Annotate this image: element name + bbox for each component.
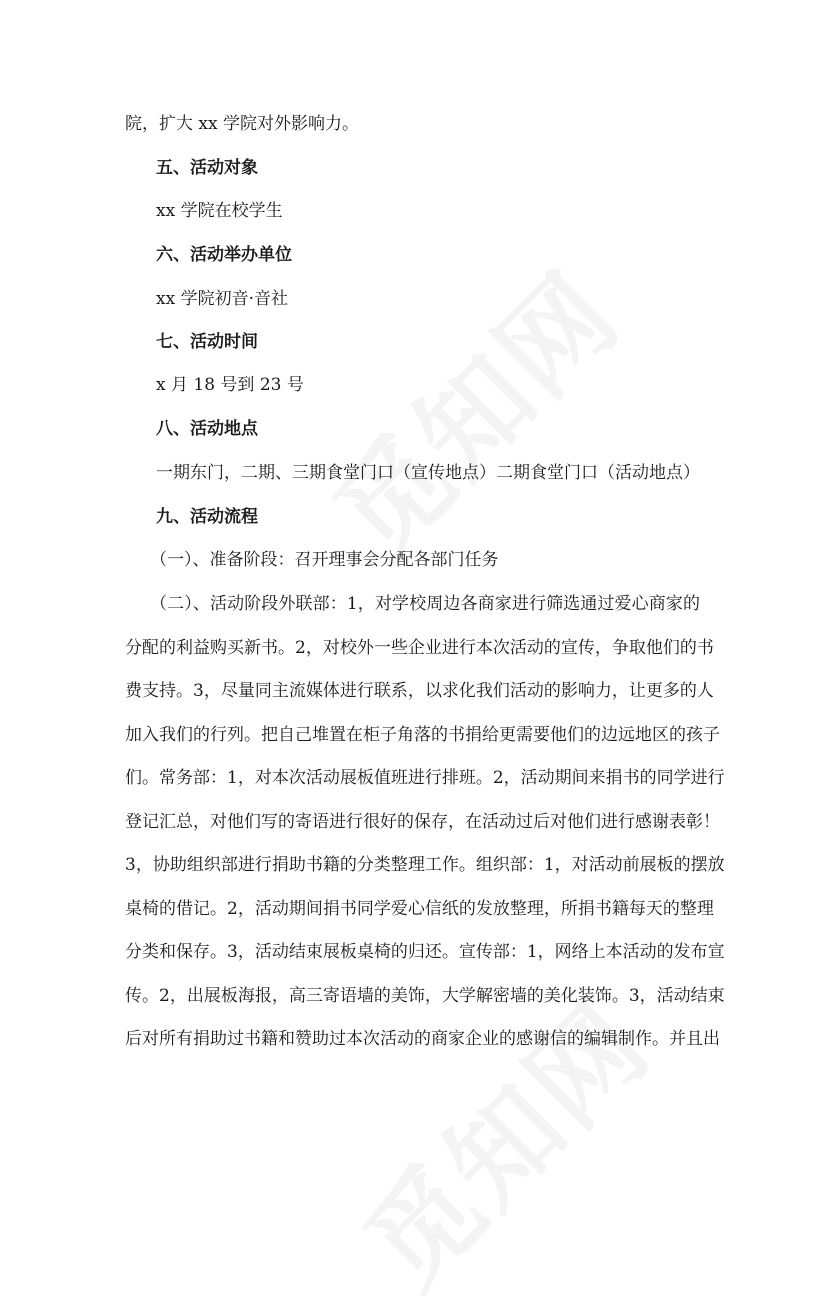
paragraph-text: 费支持。3，尽量同主流媒体进行联系，以求化我们活动的影响力，让更多的人: [125, 681, 714, 701]
paragraph-text: 们。常务部：1，对本次活动展板值班进行排班。2，活动期间来捐书的同学进行: [125, 768, 725, 788]
paragraph-text: x 月 18 号到 23 号: [156, 375, 304, 395]
paragraph-text: 分类和保存。3，活动结束展板桌椅的归还。宣传部：1，网络上本活动的发布宣: [125, 942, 725, 962]
paragraph-text: 加入我们的行列。把自己堆置在柜子角落的书捐给更需要他们的边远地区的孩子: [125, 725, 720, 745]
watermark: [324, 962, 678, 1316]
section-heading: 五、活动对象: [156, 158, 258, 178]
paragraph-text: 后对所有捐助过书籍和赞助过本次活动的商家企业的感谢信的编辑制作。并且出: [125, 1029, 720, 1049]
paragraph-text: xx 学院在校学生: [156, 201, 283, 221]
section-heading: 六、活动举办单位: [156, 245, 292, 265]
paragraph-text: 登记汇总，对他们写的寄语进行很好的保存，在活动过后对他们进行感谢表彰！: [125, 812, 720, 832]
watermark: [294, 232, 648, 586]
paragraph-text: xx 学院初音·音社: [156, 289, 288, 309]
paragraph-text: 传。2，出展板海报，高三寄语墙的美饰，大学解密墙的美化装饰。3，活动结束: [125, 986, 725, 1006]
paragraph-text: 桌椅的借记。2，活动期间捐书同学爱心信纸的发放整理，所捐书籍每天的整理: [125, 899, 714, 919]
paragraph-text: 分配的利益购买新书。2，对校外一些企业进行本次活动的宣传，争取他们的书: [125, 638, 714, 658]
paragraph-text: 一期东门，二期、三期食堂门口（宣传地点）二期食堂门口（活动地点）: [156, 463, 700, 483]
section-heading: 八、活动地点: [156, 419, 258, 439]
paragraph-text: 3，协助组织部进行捐助书籍的分类整理工作。组织部：1，对活动前展板的摆放: [125, 855, 725, 875]
section-heading: 九、活动流程: [156, 507, 258, 527]
paragraph-text: 院，扩大 xx 学院对外影响力。: [125, 114, 359, 134]
paragraph-text: （二）、活动阶段外联部：1，对学校周边各商家进行筛选通过爱心商家的: [150, 594, 700, 614]
paragraph-text: （一）、准备阶段：召开理事会分配各部门任务: [150, 550, 499, 570]
section-heading: 七、活动时间: [156, 332, 258, 352]
